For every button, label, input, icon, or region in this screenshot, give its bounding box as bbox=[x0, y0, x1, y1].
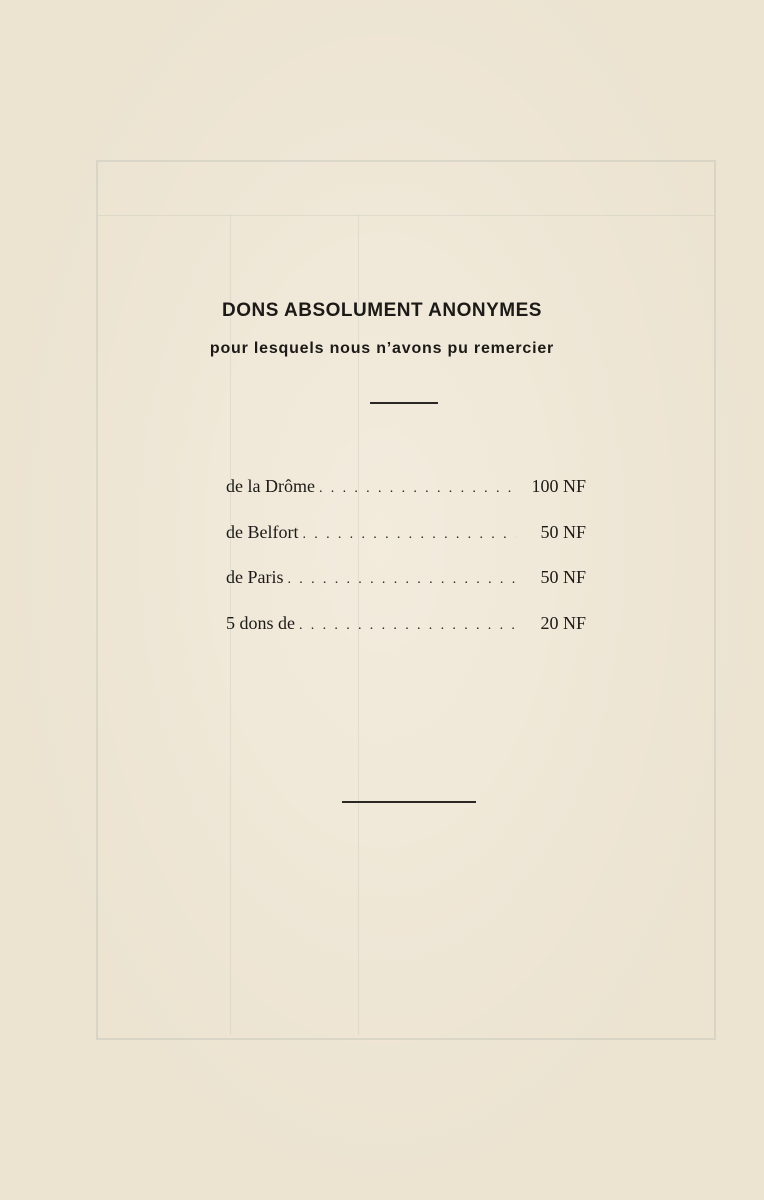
donation-amount: 20 NF bbox=[540, 612, 586, 633]
donation-source: de Belfort bbox=[226, 521, 299, 542]
donation-row bbox=[226, 476, 586, 522]
dot-leader bbox=[319, 481, 516, 497]
bleed-through-header-line bbox=[98, 215, 714, 216]
donation-source: de la Drôme bbox=[226, 476, 315, 496]
donation-row bbox=[226, 522, 586, 568]
donation-list bbox=[226, 476, 586, 658]
closing-rule bbox=[342, 801, 476, 803]
dot-leader bbox=[288, 572, 517, 588]
donation-amount: 50 NF bbox=[540, 521, 586, 542]
donation-amount: 50 NF bbox=[540, 567, 586, 587]
separator-rule bbox=[370, 402, 438, 404]
donation-amount: 100 NF bbox=[531, 476, 586, 496]
donation-row bbox=[226, 613, 586, 659]
donation-source: de Paris bbox=[226, 567, 284, 587]
donation-source: 5 dons de bbox=[226, 612, 295, 633]
donation-row bbox=[226, 567, 586, 613]
page-subtitle: pour lesquels nous n’avons pu remercier bbox=[209, 340, 555, 357]
page-title: DONS ABSOLUMENT ANONYMES bbox=[222, 300, 542, 321]
dot-leader bbox=[302, 527, 516, 543]
dot-leader bbox=[299, 618, 516, 634]
